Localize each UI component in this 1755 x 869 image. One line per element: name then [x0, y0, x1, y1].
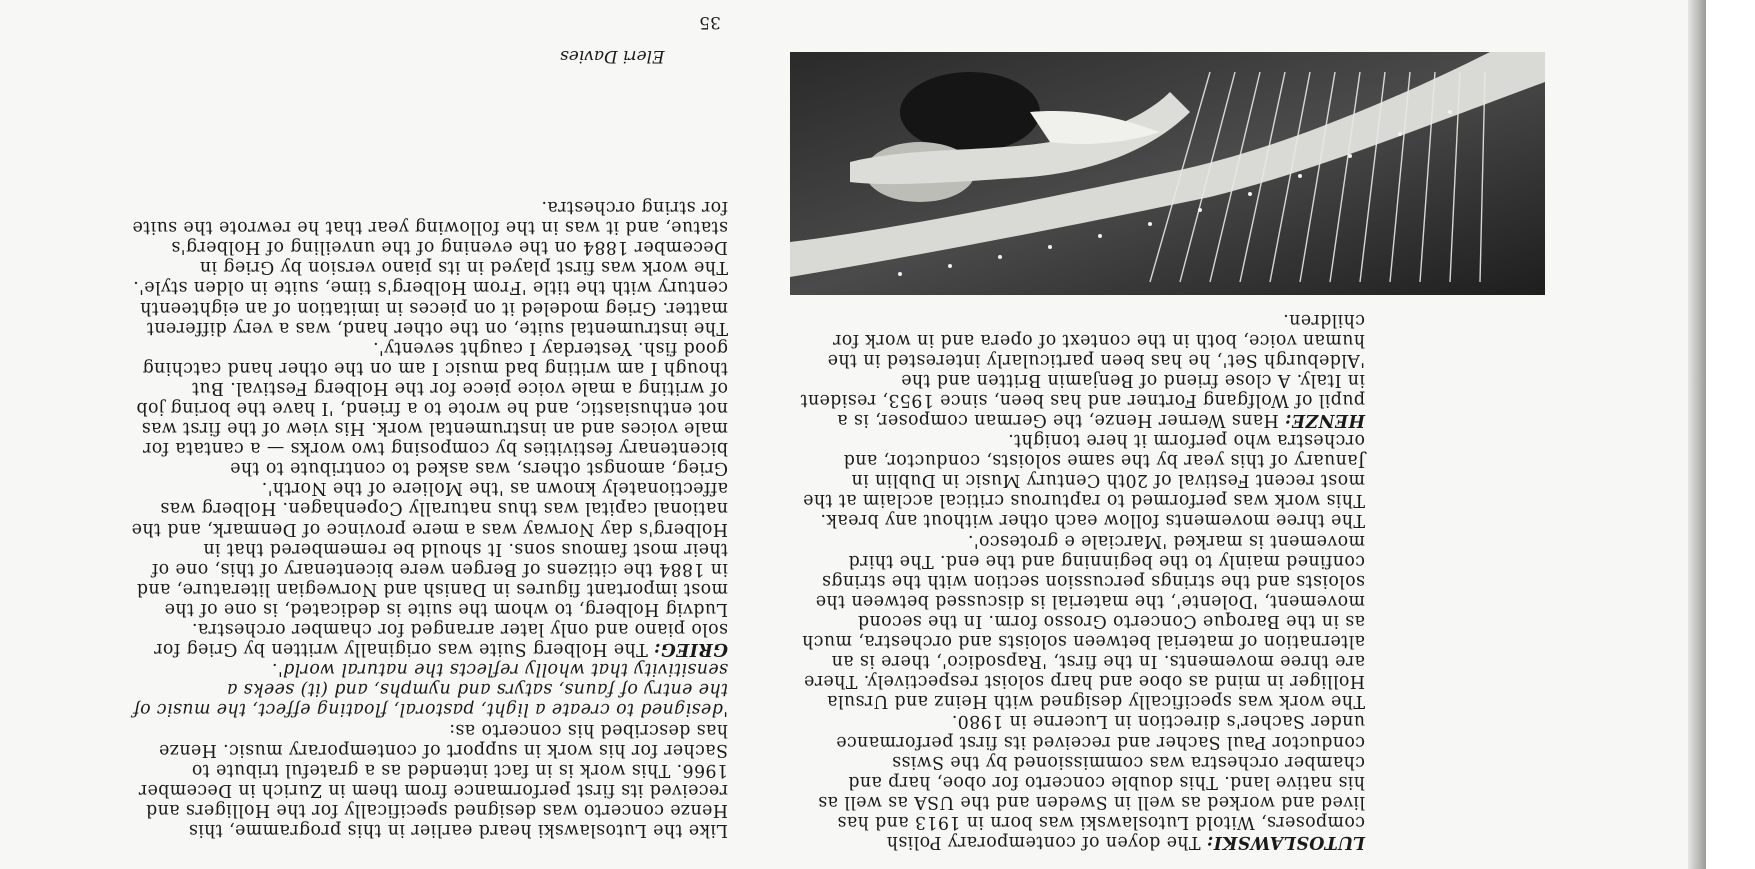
paragraph-henze [795, 309, 1365, 430]
page-number: 35 [699, 12, 721, 32]
page-margin [1706, 0, 1755, 869]
paragraph-lutoslawski [795, 711, 1365, 852]
composer-heading: LUTOSLAWSKI: [1206, 832, 1365, 852]
harpist-photo [790, 52, 1545, 295]
henze-quote: 'designed to create a light, pastoral, floating effect, the music of the entry of fauns, satyrs and nymphs, and (it) seeks a sensitivity that wholly reflects the natural world'. [132, 659, 728, 720]
photo-credit: Eleri Davies [560, 46, 665, 66]
paragraph-text: Hans Werner Henze, the German composer, is a pupil of Wolfgang Fortner and has been, since 1953, resident in Italy. A close friend of Benjamin Britten and the 'Aldeburgh Set', he has been particularly interested in the human voice, both in the context of opera and in work for children. [800, 309, 1365, 431]
paragraph-grieg [128, 478, 728, 659]
paragraph-text: The work was specifically designed with Heinz and Ursula Holliger in mind as oboe and harp soloist respectively. There are three movements. In the first, 'Rapsodico', there is an alternation of material between soloists and orchestra, much as in the Baroque Concerto Grosso form. In the second movement, 'Dolente', the material is discussed between the soloists and the strings percussion section with the strings confined mainly to the beginning and the end. The third movement is marked 'Marciale e grotesco'. [801, 530, 1365, 712]
paragraph-text: This work was performed to rapturous critical acclaim at the most recent Festival of 20th Century Music in Dublin in January of this year by the same soloists, conductor, and orchestra who perform it here tonight. [802, 430, 1365, 511]
paragraph-text: The instrumental suite, on the other hand, was a very different matter. Grieg modeled it on pieces in imitation of an eighteenth century with the title 'From Holberg's time, suite in olden style'. The work was first played in its piano version by Grieg in December 1884 on the evening of the unveiling of Holberg's statue, and it was in the following year that he rewrote the suite for string orchestra. [132, 197, 728, 338]
paragraph-text: The Holberg Suite was originally written by Grieg for solo piano and only later arranged for chamber orchestra. Ludvig Holberg, to whom the suite is dedicated, is one of the most important figures in Danish and Norwegian literature, and in 1884 the citizens of Bergen were bicentenary of this, one of their most famous sons. It should be remembered that in Holberg's day Norway was a mere province of Denmark, and the national capital was thus naturally Copenhagen. Holberg was affectionately known as 'the Moliere of the North'. [131, 478, 728, 660]
paragraph-text: Like the Lutoslawski heard earlier in this programme, this Henze concerto was designed specifically for the Holligers and received its first performance from them in Zurich in December 1966. This work is in fact intended as a grateful tribute to Sacher for his work in support of contemporary music. Henze has described his concerto as: [138, 719, 728, 840]
harpist-photo-image [790, 52, 1545, 295]
left-text-column [128, 180, 728, 840]
composer-heading: GRIEG: [653, 639, 728, 660]
paragraph-text: The doyen of contemporary Polish composers, Witold Lutoslawski was born in 1913 and has lived and worked as well in Sweden and the USA as well as his native land. This double concerto for oboe, harp and chamber orchestra was commissioned by the Swiss conductor Paul Sacher and received its first performance under Sacher's direction in Lucerne in 1980. [817, 711, 1365, 852]
paragraph-text: Grieg, amongst others, was asked to contribute to the bicentenary festivities by composing two works — a cantata for male voices and an instrumental work. His view of the first was not enthusiastic, and he wrote to a friend, 'I have the boring job of writing a male voice piece for the Holberg Festival. But though I am writing bad music I am on the other hand catching good fish. Yesterday I caught seventy'. [136, 337, 728, 479]
right-text-column [795, 309, 1365, 852]
composer-heading: HENZE: [1284, 410, 1365, 431]
page-edge-shadow [1688, 0, 1706, 869]
paragraph-text: The three movements follow each other without any break. [820, 510, 1365, 531]
